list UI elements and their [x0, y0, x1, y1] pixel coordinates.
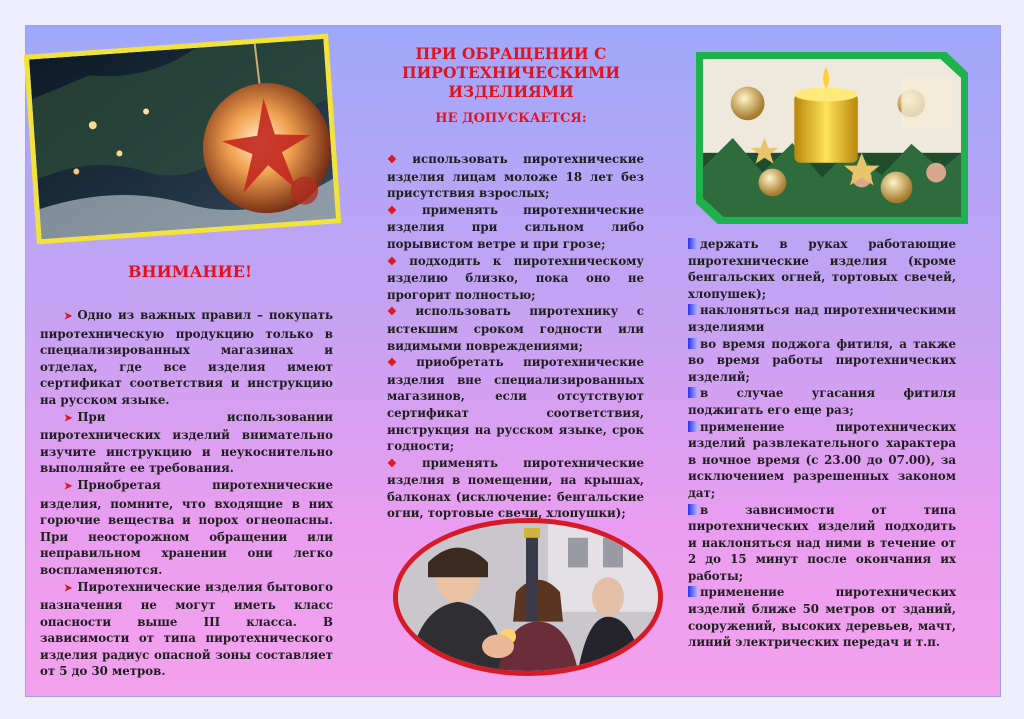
square-bullet-icon — [688, 387, 697, 398]
right-list-item — [688, 302, 956, 335]
diamond-bullet-icon: ❖ — [387, 254, 406, 268]
diamond-bullet-icon: ❖ — [387, 153, 409, 166]
middle-item-text: применять пиротехнические изделия в помещении, на крышах, балконах (исключение: бенгальские огни, тортовые свечи, хлопушки); — [387, 455, 644, 521]
middle-item-text: подходить к пиротехническому изделию близко, пока оно не прогорит полностью; — [387, 253, 644, 302]
right-item-text: во время поджога фитиля, а также во время работы пиротехнических изделий; — [688, 336, 956, 384]
middle-text-column — [387, 151, 644, 522]
right-item-text: применение пиротехнических изделий развлекательного характера в ночное время (с 23.00 до 07.00), за исключением разрешенных законом дат; — [688, 419, 956, 500]
right-list-item — [688, 584, 956, 650]
diamond-bullet-icon: ❖ — [387, 305, 412, 319]
square-bullet-icon — [688, 586, 697, 597]
left-paragraph — [40, 477, 333, 579]
candle-photo — [696, 52, 968, 224]
arrow-bullet-icon: ➤ — [64, 480, 73, 492]
middle-list-item — [387, 455, 644, 522]
diamond-bullet-icon: ❖ — [387, 356, 413, 370]
middle-list-item — [387, 354, 644, 455]
left-text-column — [40, 307, 333, 680]
right-item-text: держать в руках работающие пиротехнические изделия (кроме бенгальских огней, тортовых свечей, хлопушек); — [688, 237, 956, 301]
right-item-text: применение пиротехнических изделий ближе 50 метров от зданий, сооружений, высоких деревьев, мачт, линий электрических передач и т.п. — [688, 585, 956, 650]
middle-list-item — [387, 151, 644, 202]
arrow-bullet-icon: ➤ — [64, 582, 73, 594]
left-paragraph-text: Одно из важных правил – покупать пиротехническую продукцию только в специализированных магазинах и отделах, где все изделия имеют сертификат соответствия и инструкцию на русском языке. — [40, 308, 333, 407]
right-list-item — [688, 236, 956, 302]
middle-item-text: использовать пиротехнику с истекшим сроком годности или видимыми повреждениями; — [387, 304, 644, 353]
left-paragraph — [40, 307, 333, 409]
arrow-bullet-icon: ➤ — [64, 412, 73, 424]
diamond-bullet-icon: ❖ — [387, 203, 418, 217]
square-bullet-icon — [688, 338, 697, 349]
middle-list-item — [387, 303, 644, 354]
left-paragraph — [40, 579, 333, 681]
right-item-text: в случае угасания фитиля поджигать его еще раз; — [688, 386, 956, 417]
right-list-item — [688, 385, 956, 418]
right-item-text: в зависимости от типа пиротехнических изделий подходить и наклоняться над ними в течение от 2 до 15 минут после окончания их работы; — [688, 502, 956, 583]
middle-item-text: приобретать пиротехнические изделия вне специализированных магазинов, если отсутствуют сертификат соответствия, инструкция на русском языке, срок годности; — [387, 355, 644, 454]
main-subtitle: НЕ ДОПУСКАЕТСЯ: — [435, 111, 587, 126]
square-bullet-icon — [688, 304, 697, 315]
attention-heading: ВНИМАНИЕ! — [128, 262, 252, 281]
right-item-text: наклоняться над пиротехническими изделиями — [688, 303, 956, 334]
left-paragraph-text: Приобретая пиротехнические изделия, помните, что входящие в них горючие вещества и порох огнеопасны. При неосторожном обращении или неправильном хранении они легко воспламеняются. — [40, 477, 333, 577]
ornament-photo — [24, 34, 342, 245]
right-list-item — [688, 502, 956, 585]
right-list-item — [688, 419, 956, 502]
middle-item-text: использовать пиротехнические изделия лицам моложе 18 лет без присутствия взрослых; — [387, 152, 644, 201]
middle-list-item — [387, 253, 644, 304]
square-bullet-icon — [688, 421, 697, 432]
square-bullet-icon — [688, 238, 697, 249]
right-text-column — [688, 236, 956, 651]
right-list-item — [688, 336, 956, 386]
square-bullet-icon — [688, 504, 697, 515]
middle-item-text: применять пиротехнические изделия при сильном либо порывистом ветре и при грозе; — [387, 202, 644, 251]
left-paragraph — [40, 409, 333, 477]
main-title: ПРИ ОБРАЩЕНИИ С ПИРОТЕХНИЧЕСКИМИ ИЗДЕЛИЯМИ — [402, 44, 620, 101]
diamond-bullet-icon: ❖ — [387, 456, 418, 470]
left-paragraph-text: Пиротехнические изделия бытового назначения не могут иметь класс опасности выше III класса. В зависимости от типа пиротехнического изделия радиус опасной зоны составляет от 5 до 30 метров. — [40, 579, 333, 679]
left-paragraph-text: При использовании пиротехнических изделий внимательно изучите инструкцию и неукоснительно выполняйте ее требования. — [40, 409, 333, 476]
kids-fireworks-photo — [393, 518, 663, 676]
arrow-bullet-icon: ➤ — [64, 311, 73, 322]
middle-list-item — [387, 202, 644, 253]
